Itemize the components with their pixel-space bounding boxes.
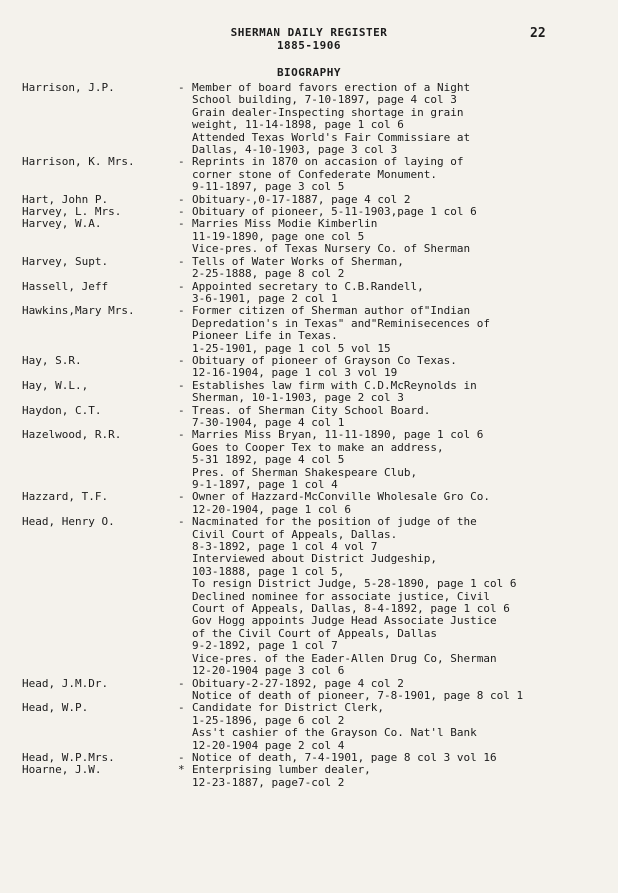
entry-name: Head, W.P. — [22, 701, 89, 715]
entry-line: 12-20-1904 page 2 col 4 — [192, 738, 345, 752]
biography-entry — [0, 702, 618, 752]
entry-name: Harrison, J.P. — [22, 81, 115, 94]
entry-text — [192, 516, 612, 677]
entry-line: 12-20-1904 page 3 col 6 — [192, 664, 345, 678]
entry-name: Hay, W.L., — [22, 378, 89, 392]
entry-line: Member of board favors erection of a Night — [192, 81, 471, 94]
entry-mark: - — [178, 403, 185, 417]
entry-mark: - — [178, 81, 185, 94]
entry-line: Declined nominee for associate justice, Civil — [192, 589, 491, 603]
entry-mark: - — [178, 279, 185, 293]
date-range: 1885-1906 — [276, 39, 342, 52]
entry-line: Nacminated for the position of judge of the — [192, 515, 477, 529]
entry-text — [192, 429, 612, 491]
entry-line: 8-3-1892, page 1 col 4 vol 7 — [192, 540, 378, 554]
entry-name: Harvey, Supt. — [22, 254, 109, 268]
entry-name: Hassell, Jeff — [22, 279, 109, 293]
entry-line: Goes to Cooper Tex to make an address, — [192, 440, 444, 454]
entry-line: of the Civil Court of Appeals, Dallas — [192, 626, 438, 640]
entry-mark: * — [178, 763, 185, 777]
entry-name: Harvey, L. Mrs. — [22, 205, 122, 219]
entry-line: Court of Appeals, Dallas, 8-4-1892, page 1 col 6 — [192, 602, 510, 616]
entry-line: Gov Hogg appoints Judge Head Associate Justice — [192, 614, 497, 628]
entry-line: Marries Miss Bryan, 11-11-1890, page 1 col 6 — [192, 428, 484, 442]
entry-line: 12-16-1904, page 1 col 3 vol 19 — [192, 366, 398, 380]
entry-text — [192, 678, 612, 703]
entry-line: Obituary of pioneer of Grayson Co Texas. — [192, 353, 457, 367]
entry-line: Establishes law firm with C.D.McReynolds in — [192, 378, 477, 392]
entry-line: Obituary-,0-17-1887, page 4 col 2 — [192, 192, 411, 206]
entry-line: 11-19-1890, page one col 5 — [192, 229, 365, 243]
entry-line: Appointed secretary to C.B.Randell, — [192, 279, 424, 293]
entry-mark: - — [178, 378, 185, 392]
entry-line: Civil Court of Appeals, Dallas. — [192, 527, 398, 541]
entry-line: Attended Texas World's Fair Commissiare at — [192, 130, 471, 144]
entry-line: 9-1-1897, page 1 col 4 — [192, 478, 338, 491]
entry-line: Sherman, 10-1-1903, page 2 col 3 — [192, 391, 404, 405]
entry-line: School building, 7-10-1897, page 4 col 3 — [192, 93, 457, 107]
biography-entry — [0, 218, 618, 255]
entry-line: Marries Miss Modie Kimberlin — [192, 217, 378, 231]
entry-text — [192, 380, 612, 405]
entry-text — [192, 218, 612, 255]
entry-mark: - — [178, 155, 185, 169]
entry-text — [192, 156, 612, 193]
entry-mark: - — [178, 428, 185, 442]
newspaper-title: SHERMAN DAILY REGISTER — [230, 26, 388, 39]
entry-name: Hazzard, T.F. — [22, 490, 109, 504]
biography-entry — [0, 305, 618, 355]
entry-line: corner stone of Confederate Monument. — [192, 167, 438, 181]
entry-line: Enterprising lumber dealer, — [192, 763, 371, 777]
entry-mark: - — [178, 254, 185, 268]
entry-line: 9-2-1892, page 1 col 7 — [192, 639, 338, 653]
biography-entry — [0, 156, 618, 193]
entry-line: Obituary of pioneer, 5-11-1903,page 1 col 6 — [192, 205, 477, 219]
entry-name: Harrison, K. Mrs. — [22, 155, 135, 169]
entry-line: Interviewed about District Judgeship, — [192, 552, 438, 566]
entry-text — [192, 405, 612, 430]
entry-name: Haydon, C.T. — [22, 403, 102, 417]
biography-entry — [0, 82, 618, 156]
entry-mark: - — [178, 701, 185, 715]
entry-mark: - — [178, 217, 185, 231]
entry-text — [192, 355, 612, 380]
entry-line: Former citizen of Sherman author of"Indian — [192, 304, 471, 318]
section-heading: BIOGRAPHY — [276, 66, 342, 79]
entry-mark: - — [178, 353, 185, 367]
entry-line: 1-25-1901, page 1 col 5 vol 15 — [192, 341, 391, 355]
entry-line: 12-23-1887, page7-col 2 — [192, 775, 345, 789]
entry-line: 3-6-1901, page 2 col 1 — [192, 291, 338, 305]
biography-entry — [0, 429, 618, 491]
entry-line: Reprints in 1870 on accasion of laying of — [192, 155, 464, 169]
entry-line: 9-11-1897, page 3 col 5 — [192, 180, 345, 194]
entry-text — [192, 82, 612, 156]
entry-mark: - — [178, 515, 185, 529]
entry-line: 12-20-1904, page 1 col 6 — [192, 502, 351, 516]
entry-mark: - — [178, 676, 185, 690]
page-number: 22 — [530, 26, 546, 41]
entry-line: Notice of death of pioneer, 7-8-1901, page 8 col 1 — [192, 688, 524, 702]
entry-mark: - — [178, 304, 185, 318]
entry-line: Pioneer Life in Texas. — [192, 329, 338, 343]
entry-line: 7-30-1904, page 4 col 1 — [192, 415, 345, 429]
entry-mark: - — [178, 750, 185, 764]
entry-name: Head, J.M.Dr. — [22, 676, 109, 690]
entry-line: Tells of Water Works of Sherman, — [192, 254, 404, 268]
entry-name: Hart, John P. — [22, 192, 109, 206]
biography-entry — [0, 281, 618, 306]
entry-list — [0, 82, 618, 789]
entry-line: weight, 11-14-1898, page 1 col 6 — [192, 118, 404, 132]
entry-line: To resign District Judge, 5-28-1890, page 1 col 6 — [192, 577, 517, 591]
biography-entry — [0, 491, 618, 516]
entry-name: Hazelwood, R.R. — [22, 428, 122, 442]
entry-name: Hay, S.R. — [22, 353, 82, 367]
entry-text — [192, 305, 612, 355]
entry-line: 103-1888, page 1 col 5, — [192, 564, 345, 578]
entry-line: Owner of Hazzard-McConville Wholesale Gro Co. — [192, 490, 491, 504]
biography-entry — [0, 355, 618, 380]
biography-entry — [0, 678, 618, 703]
entry-line: Pres. of Sherman Shakespeare Club, — [192, 465, 418, 479]
entry-mark: - — [178, 205, 185, 219]
entry-name: Hawkins,Mary Mrs. — [22, 304, 135, 318]
entry-name: Harvey, W.A. — [22, 217, 102, 231]
entry-line: 5-31 1892, page 4 col 5 — [192, 453, 345, 467]
entry-text — [192, 491, 612, 516]
entry-line: Vice-pres. of Texas Nursery Co. of Sherman — [192, 242, 471, 256]
entry-line: Notice of death, 7-4-1901, page 8 col 3 vol 16 — [192, 750, 497, 764]
entry-text — [192, 702, 612, 752]
biography-entry — [0, 380, 618, 405]
entry-mark: - — [178, 490, 185, 504]
entry-line: Ass't cashier of the Grayson Co. Nat'l Bank — [192, 726, 477, 740]
biography-entry — [0, 405, 618, 430]
entry-line: Candidate for District Clerk, — [192, 701, 385, 715]
entry-mark: - — [178, 192, 185, 206]
entry-line: Dallas, 4-10-1903, page 3 col 3 — [192, 143, 398, 157]
entry-name: Head, Henry O. — [22, 515, 115, 529]
entry-line: Depredation's in Texas" and"Reminisecences of — [192, 316, 491, 330]
entry-name: Head, W.P.Mrs. — [22, 750, 115, 764]
biography-entry — [0, 256, 618, 281]
entry-line: Grain dealer-Inspecting shortage in grain — [192, 105, 464, 119]
entry-line: Treas. of Sherman City School Board. — [192, 403, 431, 417]
entry-line: Obituary-2-27-1892, page 4 col 2 — [192, 676, 404, 690]
entry-line: 1-25-1896, page 6 col 2 — [192, 713, 345, 727]
entry-text — [192, 256, 612, 281]
entry-line: Vice-pres. of the Eader-Allen Drug Co, Sherman — [192, 651, 497, 665]
entry-name: Hoarne, J.W. — [22, 763, 102, 777]
entry-text — [192, 281, 612, 306]
entry-text — [192, 764, 612, 789]
biography-entry — [0, 764, 618, 789]
biography-entry — [0, 516, 618, 677]
entry-line: 2-25-1888, page 8 col 2 — [192, 267, 345, 281]
